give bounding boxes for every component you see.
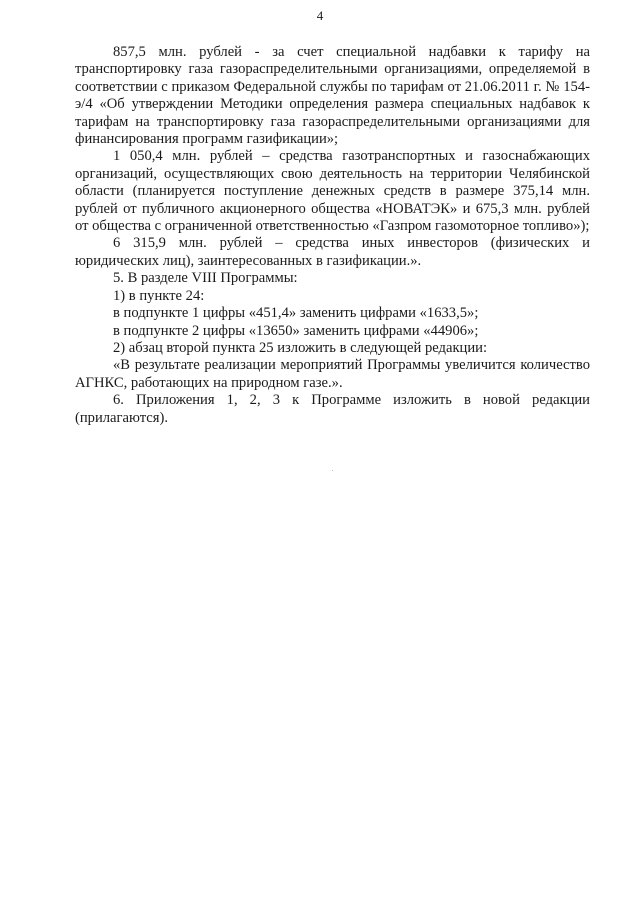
paragraph-appendices: 6. Приложения 1, 2, 3 к Программе изложить в новой редакции (прилагаются).: [75, 392, 590, 426]
page-number: 4: [316, 8, 324, 23]
paragraph-subitem-1: в подпункте 1 цифры «451,4» заменить цифрами «1633,5»;: [113, 305, 479, 322]
paragraph-funding-tariff-surcharge: 857,5 млн. рублей - за счет специальной надбавки к тарифу на транспортировку газа газораспределительными организациями, определяемой в соответствии с приказом Федеральной службы по тарифам от 21.06.2011 г. № 154-э/4 «Об утверждении Методики определения размера специальных надбавок к тарифам на транспортировку газа газораспределительными организациями для финансирования программ газификации»;: [75, 44, 590, 148]
paragraph-item-24: 1) в пункте 24:: [113, 287, 205, 304]
paragraph-funding-other-investors: 6 315,9 млн. рублей – средства иных инвесторов (физических и юридических лиц), заинтересованных в газификации.».: [75, 235, 590, 269]
paragraph-section-viii: 5. В разделе VIII Программы:: [113, 270, 298, 287]
paragraph-subitem-2: в подпункте 2 цифры «13650» заменить цифрами «44906»;: [113, 322, 479, 339]
paragraph-item-25: 2) абзац второй пункта 25 изложить в следующей редакции:: [113, 339, 488, 356]
paragraph-agnks-quote: «В результате реализации мероприятий Программы увеличится количество АГНКС, работающих на природном газе.».: [75, 357, 590, 391]
paragraph-funding-gas-companies: 1 050,4 млн. рублей – средства газотранспортных и газоснабжающих организаций, осуществляющих свою деятельность на территории Челябинской области (планируется поступление денежных средств в размере 375,14 млн. рублей от публичного акционерного общества «НОВАТЭК» и 675,3 млн. рублей от общества с ограниченной ответственностью «Газпром газомоторное топливо»);: [75, 148, 590, 235]
scan-speck: [332, 470, 333, 471]
document-body: [75, 44, 590, 427]
